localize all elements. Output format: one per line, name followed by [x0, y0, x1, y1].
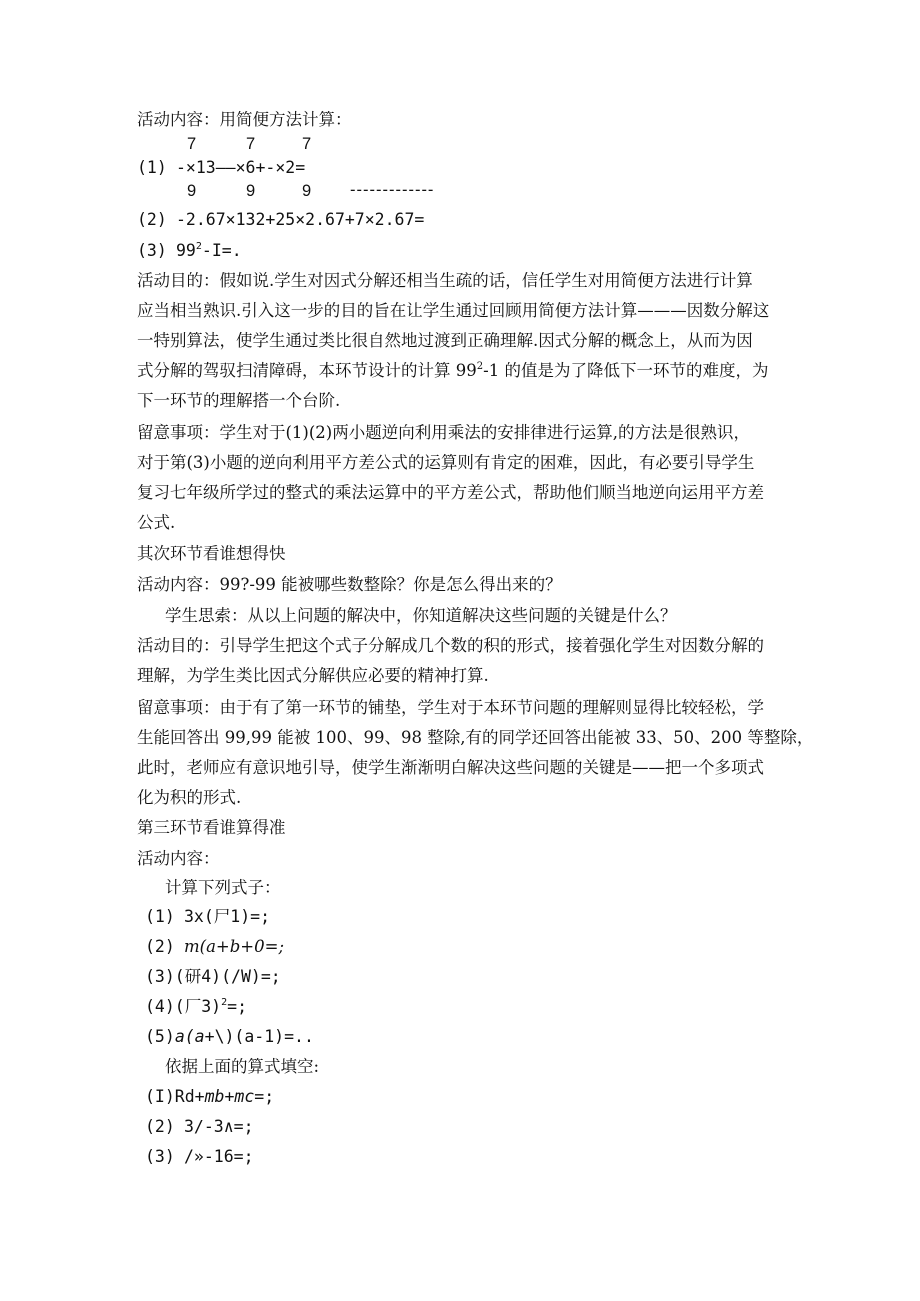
fraction-numerator-2: 7: [246, 135, 256, 153]
problem-1-expression: -×13——×6+-×2=: [176, 158, 306, 177]
paragraph-line: 活动内容：: [137, 849, 220, 868]
fill-2-label: (2): [145, 1117, 175, 1136]
fraction-numerator-1: 7: [187, 135, 197, 153]
paragraph-line: 对于第(3)小题的逆向利用平方差公式的运算则有肯定的困难，因此，有必要引导学生: [137, 453, 755, 472]
paragraph-line: 活动目的：引导学生把这个式子分解成几个数的积的形式，接着强化学生对因数分解的: [137, 636, 764, 655]
paragraph-line: 活动内容：99?-99 能被哪些数整除？你是怎么得出来的？: [137, 575, 562, 594]
exercise-2-label: (2): [145, 937, 175, 956]
fraction-denominator-2: 9: [246, 182, 256, 200]
problem-3-label: (3): [137, 241, 167, 260]
exercise-1-label: (1): [145, 907, 175, 926]
paragraph-line: 活动目的：假如说.学生对因式分解还相当生疏的话，信任学生对用简便方法进行计算: [137, 271, 753, 290]
paragraph-line: 生能回答出 99,99 能被 100、99、98 整除,有的同学还回答出能被 33、50、200 等整除，: [137, 728, 814, 747]
fill-1: (I)Rd+mb+mc=;: [145, 1087, 275, 1106]
paragraph-line: 留意事项：由于有了第一环节的铺垫，学生对于本环节问题的理解则显得比较轻松，学: [137, 698, 764, 717]
activity-content-line: 活动内容：用简便方法计算：: [137, 110, 352, 129]
problem-2-expression: -2.67×132+25×2.67+7×2.67=: [176, 210, 425, 229]
paragraph-line: 应当相当熟识.引入这一步的目的旨在让学生通过回顾用简便方法计算———因数分解这: [137, 301, 770, 320]
answer-blank-dashes: -------------: [350, 181, 435, 199]
paragraph-line: 化为积的形式.: [137, 788, 242, 807]
paragraph-line: 留意事项：学生对于(1)(2)两小题逆向利用乘法的安排律进行运算,的方法是很熟识，: [137, 423, 750, 442]
exercise-1-expression: 3x(尸1)=;: [184, 907, 271, 926]
paragraph-line: 理解，为学生类比因式分解供应必要的精神打算.: [137, 666, 489, 685]
fraction-numerator-3: 7: [302, 135, 312, 153]
fraction-denominator-1: 9: [187, 182, 197, 200]
paragraph-line: 下一环节的理解搭一个台阶.: [137, 391, 341, 410]
fill-2-expression: 3∕-3∧=;: [184, 1117, 254, 1136]
fraction-denominator-3: 9: [302, 182, 312, 200]
fill-3-expression: /»-16=;: [184, 1147, 254, 1166]
paragraph-line: 复习七年级所学过的整式的乘法运算中的平方差公式，帮助他们顺当地逆向运用平方差: [137, 483, 764, 502]
problem-2-label: (2): [137, 210, 167, 229]
paragraph-line: 此时，老师应有意识地引导，使学生渐渐明白解决这些问题的关键是——把一个多项式: [137, 758, 764, 777]
paragraph-line: 式分解的驾驭扫清障碍，本环节设计的计算 $99^2-1$ 的值是为了降低下一环节的难度，为: [137, 361, 769, 380]
problem-1-label: (1): [137, 158, 167, 177]
paragraph-line: 一特别算法，使学生通过类比很自然地过渡到正确理解.因式分解的概念上，从而为因: [137, 331, 753, 350]
paragraph-line-indented: 依据上面的算式填空:: [165, 1057, 320, 1076]
section-heading-2: 其次环节看谁想得快: [137, 544, 286, 563]
exercise-4: (4)(厂3)$^2$=;: [145, 997, 248, 1016]
problem-3-expression: $99^2-I=$.: [176, 241, 242, 260]
paragraph-line-indented: 学生思索：从以上问题的解决中，你知道解决这些问题的关键是什么？: [165, 606, 677, 625]
exercise-2-expression: m(a+b+0=;: [184, 937, 285, 956]
paragraph-line: 公式.: [137, 513, 176, 532]
paragraph-line-indented: 计算下列式子：: [165, 878, 281, 897]
section-heading-3: 第三环节看谁算得准: [137, 818, 286, 837]
exercise-3: (3)(研4)(/W)=;: [145, 967, 281, 986]
fill-3-label: (3): [145, 1147, 175, 1166]
exercise-5: (5)a(a+\)(a-1)=..: [145, 1027, 314, 1046]
